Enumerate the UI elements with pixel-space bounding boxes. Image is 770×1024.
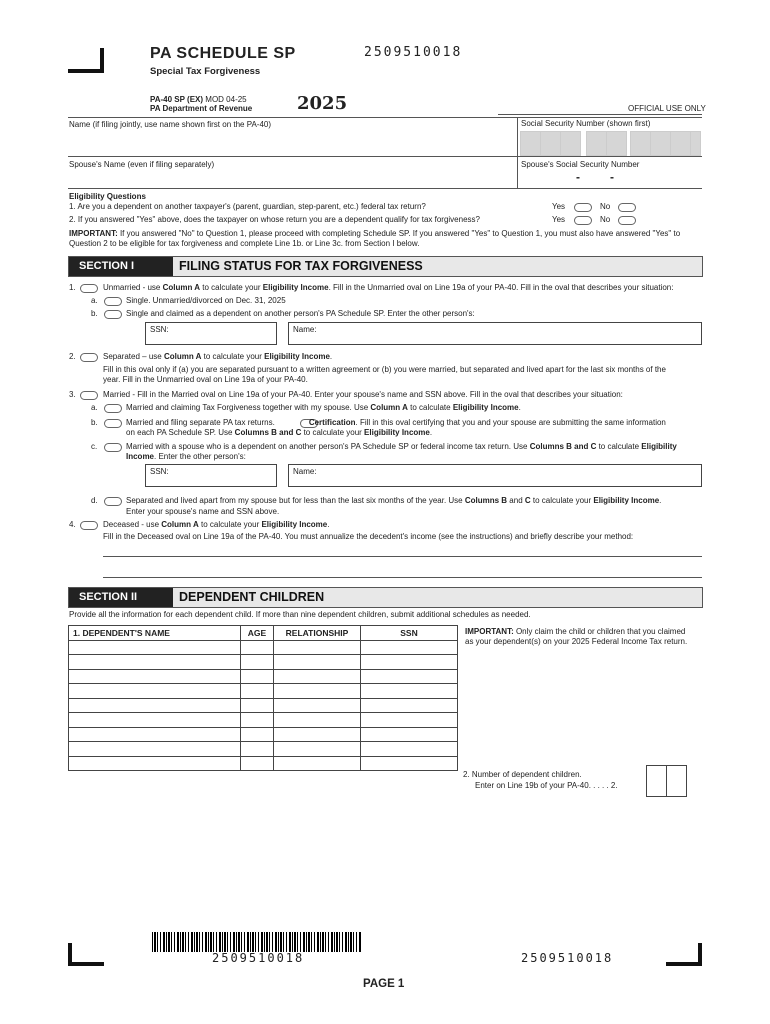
- col-relationship: RELATIONSHIP: [274, 626, 361, 641]
- line3d-oval[interactable]: [104, 497, 122, 506]
- q1-no-label: No: [600, 202, 611, 211]
- table-row[interactable]: [69, 698, 458, 713]
- tax-year: 2025: [297, 93, 348, 114]
- spouse-bottom-rule: [68, 188, 702, 189]
- doc-number-bottom-left: 2509510018: [212, 951, 305, 965]
- ssn-input[interactable]: [520, 131, 700, 156]
- crop-mark-bottom-left-v: [68, 943, 72, 966]
- official-use-label: OFFICIAL USE ONLY: [628, 104, 706, 113]
- line3c-ssn-label: SSN:: [150, 467, 169, 476]
- ssn-label: Social Security Number (shown first): [521, 119, 651, 128]
- line3c-name-field[interactable]: [288, 464, 702, 487]
- line3d-letter: d.: [91, 496, 98, 505]
- section-1-label: SECTION I: [69, 257, 173, 276]
- important-label: IMPORTANT:: [69, 229, 118, 238]
- line1b-name-field[interactable]: [288, 322, 702, 345]
- table-row[interactable]: [69, 713, 458, 728]
- line1-text: Unmarried - use Column A to calculate your Eligibility Income. Fill in the Unmarried oval on Line 19a of your PA-40. Fill in the oval that describes your situation:: [103, 283, 674, 292]
- line3a-oval[interactable]: [104, 404, 122, 413]
- section-1-header: [68, 256, 703, 277]
- crop-mark-top-left-v: [100, 48, 104, 73]
- line3b-letter: b.: [91, 418, 98, 427]
- line3c-name-label: Name:: [293, 467, 317, 476]
- crop-mark-top-left: [68, 69, 104, 73]
- section-2-important: IMPORTANT: Only claim the child or children that you claimed as your dependent(s) on your 2025 Federal Income Tax return.: [465, 627, 688, 646]
- spouse-ssn-input[interactable]: [520, 170, 700, 188]
- q2-no-label: No: [600, 215, 611, 224]
- department: PA Department of Revenue: [150, 104, 253, 113]
- line3c-letter: c.: [91, 442, 98, 451]
- line1a-text: Single. Unmarried/divorced on Dec. 31, 2025: [126, 296, 286, 305]
- line1-number: 1.: [69, 283, 76, 292]
- table-row[interactable]: [69, 640, 458, 655]
- crop-mark-bottom-right: [666, 962, 702, 966]
- name-label: Name (if filing jointly, use name shown first on the PA-40): [69, 120, 272, 129]
- line1a-letter: a.: [91, 296, 98, 305]
- doc-number-top: 2509510018: [364, 45, 463, 60]
- line4-oval[interactable]: [80, 521, 98, 530]
- line1a-oval[interactable]: [104, 297, 122, 306]
- q2-yes-oval[interactable]: [574, 216, 592, 225]
- line1b-letter: b.: [91, 309, 98, 318]
- q2-no-oval[interactable]: [618, 216, 636, 225]
- q2-yes-label: Yes: [552, 215, 566, 224]
- line3c-oval[interactable]: [104, 443, 122, 452]
- barcode: [152, 932, 362, 952]
- line2-oval[interactable]: [80, 353, 98, 362]
- line3c-text: Married with a spouse who is a dependent on another person's PA Schedule SP or federal income tax return. Use Columns B and C to calculate Eligibility Income. Enter the other person's:: [126, 442, 677, 461]
- form-subtitle: Special Tax Forgiveness: [150, 66, 261, 77]
- line2-number: 2.: [69, 352, 76, 361]
- line4-method-rule-2[interactable]: [103, 577, 702, 578]
- line3c-ssn-field[interactable]: [145, 464, 277, 487]
- spouse-name-label: Spouse's Name (even if filing separately): [69, 160, 215, 169]
- line1b-ssn-label: SSN:: [150, 325, 169, 334]
- col-ssn: SSN: [361, 626, 458, 641]
- line3-number: 3.: [69, 390, 76, 399]
- q1-yes-oval[interactable]: [574, 203, 592, 212]
- dependents-count-box[interactable]: [646, 765, 687, 797]
- section-2-label: SECTION II: [69, 588, 173, 607]
- page-number: PAGE 1: [363, 978, 405, 990]
- spouse-ssn-label: Spouse's Social Security Number: [521, 160, 640, 169]
- eligibility-q2: 2. If you answered "Yes" above, does the taxpayer on whose return you are a dependent qualify for tax forgiveness?: [69, 215, 480, 224]
- spouse-name-input[interactable]: [68, 170, 513, 188]
- name-ssn-divider: [517, 117, 518, 189]
- line2-dependents-label-2: Enter on Line 19b of your PA-40. . . . . 2.: [475, 781, 618, 790]
- section-1-title: FILING STATUS FOR TAX FORGIVENESS: [179, 259, 423, 273]
- line4-method-rule-1[interactable]: [103, 556, 702, 557]
- line1b-ssn-field[interactable]: [145, 322, 277, 345]
- line2-text: Separated – use Column A to calculate your Eligibility Income.: [103, 352, 333, 361]
- table-row[interactable]: [69, 669, 458, 684]
- spouse-top-rule: [68, 156, 702, 157]
- name-input[interactable]: [68, 130, 498, 157]
- line3d-note: Enter your spouse's name and SSN above.: [126, 507, 280, 516]
- eligibility-q1: 1. Are you a dependent on another taxpayer's (parent, guardian, step-parent, etc.) federal tax return?: [69, 202, 426, 211]
- col-dependent-name: 1. DEPENDENT'S NAME: [69, 626, 241, 641]
- line1b-text: Single and claimed as a dependent on another person's PA Schedule SP. Enter the other person's:: [126, 309, 475, 318]
- line3-text: Married - Fill in the Married oval on Line 19a of your PA-40. Enter your spouse's name and SSN above. Fill in the oval that describes your situation:: [103, 390, 623, 399]
- q1-no-oval[interactable]: [618, 203, 636, 212]
- line3d-text: Separated and lived apart from my spouse but for less than the last six months of the year. Use Columns B and C to calculate your Eligibility Income.: [126, 496, 662, 505]
- form-title: PA SCHEDULE SP: [150, 45, 296, 62]
- q1-yes-label: Yes: [552, 202, 566, 211]
- line4-text: Deceased - use Column A to calculate your Eligibility Income.: [103, 520, 330, 529]
- name-top-rule: [68, 117, 702, 118]
- line1b-oval[interactable]: [104, 310, 122, 319]
- doc-number-bottom-right: 2509510018: [521, 951, 614, 965]
- spouse-ssn-dash-2: -: [610, 170, 614, 184]
- line3-oval[interactable]: [80, 391, 98, 400]
- line2-note: Fill in this oval only if (a) you are separated pursuant to a written agreement or (b) you were married, but separated and lived apart for the last six months of the year. Fill in the Unmarried oval on Line 19a of your PA-40.: [103, 365, 666, 384]
- line1-oval[interactable]: [80, 284, 98, 293]
- eligibility-important: [69, 229, 703, 249]
- crop-mark-bottom-left: [68, 962, 104, 966]
- table-row[interactable]: [69, 727, 458, 742]
- form-id-bold: PA-40 SP (EX): [150, 95, 204, 104]
- line3a-letter: a.: [91, 403, 98, 412]
- line3b-text: Married and filing separate PA tax returns. Certification. Fill in this oval certifying that you and your spouse are submitting the same information on each PA Schedule SP. Use Columns B and C to calculate your Eligibility Income.: [126, 418, 666, 437]
- dependents-table: [68, 625, 458, 771]
- section-2-intro: Provide all the information for each dependent child. If more than nine dependent children, submit additional schedules as needed.: [69, 610, 531, 619]
- line4-note: Fill in the Deceased oval on Line 19a of the PA-40. You must annualize the decedent's income (see the instructions) and briefly describe your method:: [103, 532, 634, 541]
- crop-mark-bottom-right-v: [698, 943, 702, 966]
- line3a-text: Married and claiming Tax Forgiveness together with my spouse. Use Column A to calculate Eligibility Income.: [126, 403, 521, 412]
- section-2-header: [68, 587, 703, 608]
- section-2-title: DEPENDENT CHILDREN: [179, 590, 325, 604]
- eligibility-heading: Eligibility Questions: [69, 192, 146, 201]
- line2-dependents-label-1: 2. Number of dependent children.: [463, 770, 582, 779]
- line1b-name-label: Name:: [293, 325, 317, 334]
- table-row[interactable]: [69, 756, 458, 771]
- table-row[interactable]: [69, 684, 458, 699]
- col-age: AGE: [241, 626, 274, 641]
- line3b-oval[interactable]: [104, 419, 122, 428]
- spouse-ssn-dash-1: -: [576, 170, 580, 184]
- form-mod: MOD 04-25: [203, 95, 247, 104]
- line4-number: 4.: [69, 520, 76, 529]
- table-row[interactable]: [69, 655, 458, 670]
- table-row[interactable]: [69, 742, 458, 757]
- important-text: If you answered "No" to Question 1, please proceed with completing Schedule SP. If you answered "Yes" to Question 1, you must also have answered "Yes" to Question 2 to be eligible for tax forgiveness and complete Line 1b. or Line 3c. from Section I below.: [69, 229, 681, 248]
- official-rule: [498, 114, 702, 115]
